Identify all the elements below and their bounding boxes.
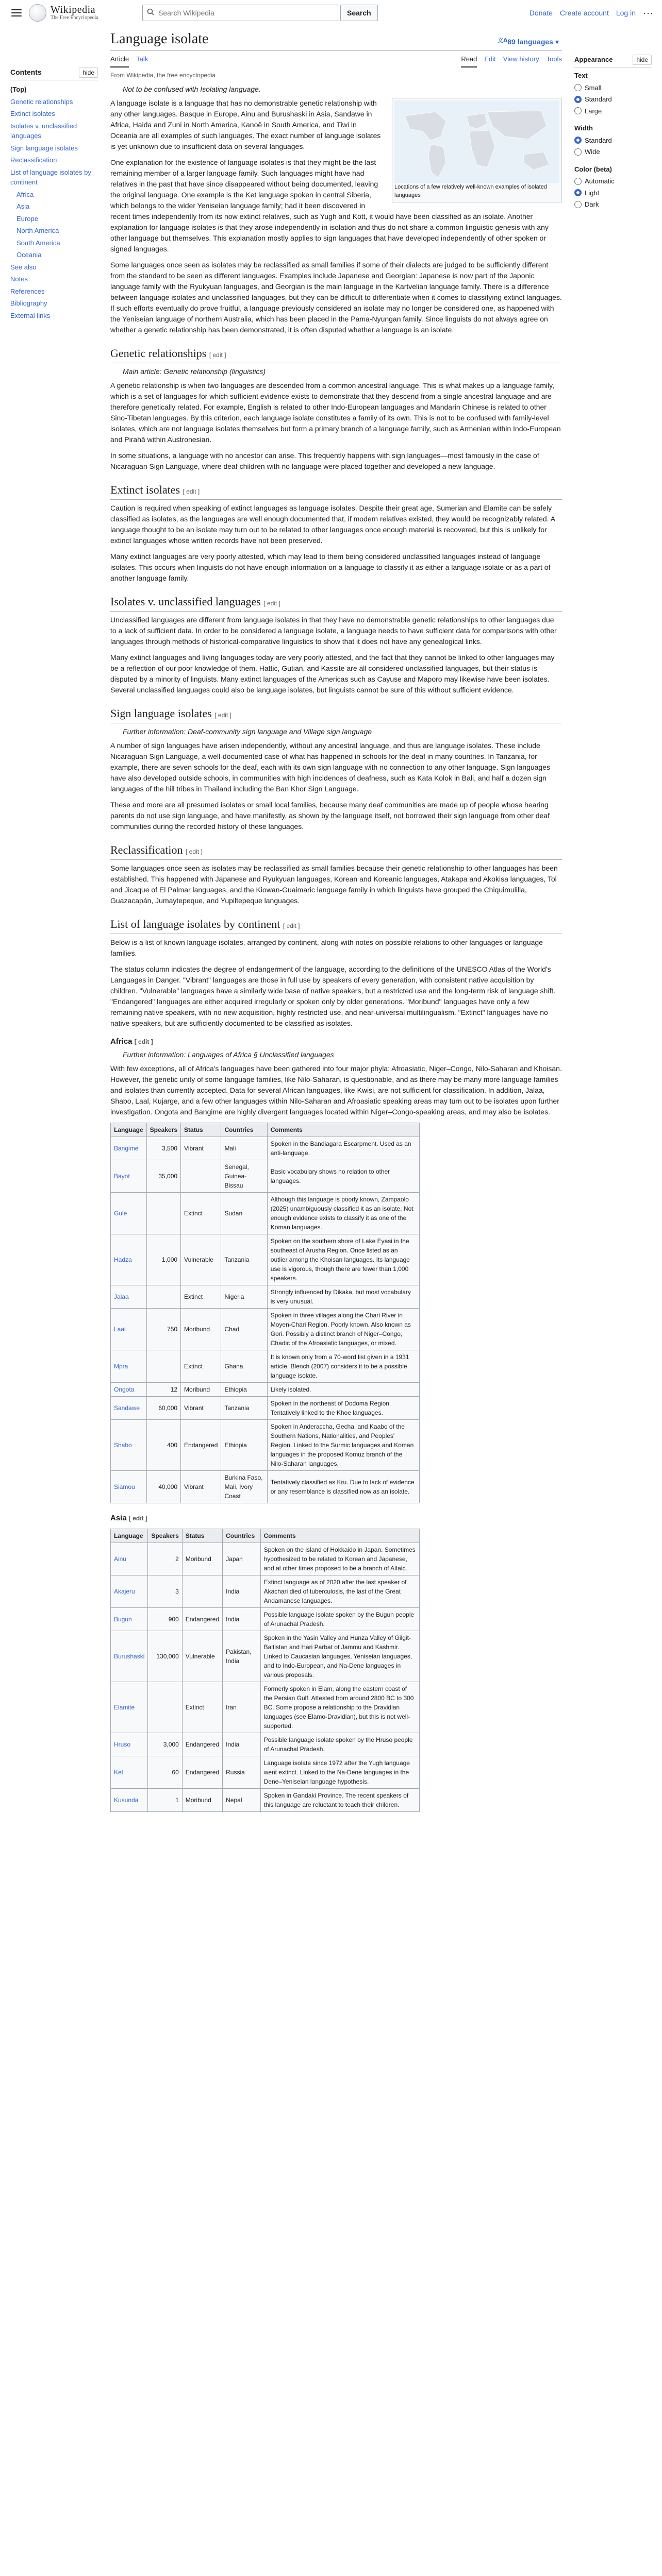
table-cell: Although this language is poorly known, Zampaolo (2025) unambiguously classified it as an isolate. Not enough evidence exists to classify it as one of the Koman languages. <box>267 1193 419 1234</box>
edit-section-link[interactable]: [ edit ] <box>134 1038 153 1045</box>
edit-section-link[interactable]: [ edit ] <box>263 599 281 607</box>
table-cell: Endangered <box>182 1733 222 1756</box>
table-row <box>111 1682 420 1733</box>
table-cell[interactable]: Sandawe <box>111 1397 147 1420</box>
toc-link[interactable]: Isolates v. unclassified languages <box>10 122 77 140</box>
create-account-link[interactable]: Create account <box>559 8 609 17</box>
table-cell: Tanzania <box>221 1397 267 1420</box>
radio-option[interactable] <box>574 199 652 210</box>
toc-link[interactable]: (Top) <box>10 86 27 93</box>
table-cell: 40,000 <box>146 1471 180 1503</box>
column-header[interactable]: Speakers <box>148 1529 182 1543</box>
toc-title: Contents <box>10 68 42 76</box>
toc-item[interactable] <box>10 249 98 261</box>
radio-option[interactable] <box>574 106 652 116</box>
radio-option[interactable] <box>574 147 652 157</box>
map-caption: Locations of a few relatively well-known examples of isolated languages <box>394 183 547 199</box>
radio-button[interactable] <box>574 137 582 144</box>
table-row <box>111 1397 420 1420</box>
search-bar <box>142 5 378 21</box>
table-row <box>111 1285 420 1309</box>
tab-talk[interactable]: Talk <box>136 55 148 63</box>
column-header[interactable]: Status <box>181 1123 221 1137</box>
table-cell: Senegal, Guinea-Bissau <box>221 1160 267 1193</box>
table-cell: Chad <box>221 1309 267 1350</box>
table-cell[interactable]: Laal <box>111 1309 147 1350</box>
table-cell: Strongly influenced by Dikaka, but most vocabulary is very unusual. <box>267 1285 419 1309</box>
toc-list <box>10 83 98 321</box>
table-cell: Ghana <box>221 1350 267 1383</box>
toc-link[interactable]: Africa <box>16 190 34 198</box>
table-cell[interactable]: Mpra <box>111 1350 147 1383</box>
body-paragraph: Unclassified languages are different from language isolates in that they have no demonstrable genetic relationships to other languages due to a lack of sufficient data. In order to be considered a language isolate, a language needs to have sufficient data for comparisons with other languages through methods of historical-comparative linguistics to show that it does not have any genealogical links. <box>110 615 557 646</box>
user-menu-icon[interactable]: ··· <box>643 7 654 18</box>
radio-button[interactable] <box>574 178 582 185</box>
radio-label: Wide <box>585 148 600 156</box>
edit-section-link[interactable]: [ edit ] <box>183 487 200 495</box>
table-cell: Possible language isolate spoken by the Hruso people of Arunachal Pradesh. <box>260 1733 419 1756</box>
table-row <box>111 1160 420 1193</box>
edit-section-link[interactable]: [ edit ] <box>128 1515 147 1522</box>
radio-label: Dark <box>585 200 599 208</box>
table-cell: India <box>223 1607 260 1631</box>
table-cell: Pakistan, India <box>223 1631 260 1682</box>
table-row <box>111 1733 420 1756</box>
table-cell: 3,000 <box>148 1733 182 1756</box>
table-cell[interactable]: Kusunda <box>111 1788 148 1811</box>
article-source-note: From Wikipedia, the free encyclopedia <box>110 71 216 79</box>
table-row <box>111 1543 420 1575</box>
table-cell[interactable]: Burushaski <box>111 1631 148 1682</box>
toc-item[interactable] <box>10 297 98 310</box>
table-row <box>111 1350 420 1383</box>
table-row <box>111 1234 420 1285</box>
table-cell: 2 <box>148 1543 182 1575</box>
body-paragraph: A number of sign languages have arisen independently, without any ancestral language, and thus are language isolates. These include Nicaraguan Sign Language, a well-documented case of what has happened in schools for the deaf in many countries. In Tanzania, for example, there are seven schools for the deaf, each with its own sign language with no connection to any other language. Sign languages have also developed outside schools, in communities with high incidences of deafness, such as Kata Kolok in Bali, and half a dozen sign languages of the hill tribes in Thailand including the Ban Khor Sign Language. <box>110 741 551 793</box>
table-cell: 1,000 <box>146 1234 180 1285</box>
table-cell <box>146 1193 180 1234</box>
table-cell: Endangered <box>181 1420 221 1471</box>
tab-edit[interactable]: Edit <box>484 55 496 63</box>
radio-button[interactable] <box>574 96 582 103</box>
table-cell: 12 <box>146 1383 180 1397</box>
table-cell[interactable]: Bugun <box>111 1607 148 1631</box>
table-cell <box>146 1350 180 1383</box>
width-options <box>574 123 652 157</box>
table-cell: Extinct <box>181 1350 221 1383</box>
table-cell: 60 <box>148 1756 182 1788</box>
table-cell: Nigeria <box>221 1285 267 1309</box>
asia-isolates-table <box>110 1529 420 1812</box>
donate-link[interactable]: Donate <box>529 8 553 17</box>
toc-link[interactable]: External links <box>10 311 51 319</box>
edit-section-link[interactable]: [ edit ] <box>214 711 231 719</box>
toc-link[interactable]: Europe <box>16 214 38 223</box>
table-cell: Extinct language as of 2020 after the last speaker of Akachari died of tuberculosis, the last of the Great Andamanese languages. <box>260 1575 419 1607</box>
column-header[interactable]: Speakers <box>146 1123 180 1137</box>
table-cell: India <box>223 1733 260 1756</box>
table-cell[interactable]: Gule <box>111 1193 147 1234</box>
tab-article[interactable]: Article <box>110 52 129 67</box>
site-wordmark: Wikipedia <box>51 4 95 16</box>
column-header[interactable]: Language <box>111 1529 148 1543</box>
toc-item[interactable] <box>10 310 98 322</box>
text-size-options <box>574 71 652 116</box>
table-cell[interactable]: Ket <box>111 1756 148 1788</box>
intro-paragraph: A language isolate is a language that has no demonstrable genetic relationship with any other languages. Basque in Europe, Ainu and Burushaski in Asia, Sandawe in Africa, Haida and Zuni in North America, Kanoê in South America, and Tiwi in Oceania are all examples of such languages. The exact number of language isolates is yet unknown due to insufficient data on several languages. <box>110 98 381 150</box>
wikipedia-globe-icon <box>29 4 46 22</box>
table-cell: Japan <box>223 1543 260 1575</box>
table-cell: 3 <box>148 1575 182 1607</box>
tab-view-history[interactable]: View history <box>503 55 539 63</box>
toc-link[interactable]: Notes <box>10 275 28 283</box>
toc-link[interactable]: Bibliography <box>10 299 47 307</box>
table-cell: Formerly spoken in Elam, along the eastern coast of the Persian Gulf. Attested from around 2800 BC to 300 BC. Some propose a relationship to the Dravidian languages (see Elamo-Dravidian), but this is not well-supported. <box>260 1682 419 1733</box>
column-header[interactable]: Status <box>182 1529 222 1543</box>
table-cell: Extinct <box>182 1682 222 1733</box>
radio-button[interactable] <box>574 148 582 156</box>
table-cell[interactable]: Siamou <box>111 1471 147 1503</box>
table-cell[interactable]: Bangime <box>111 1137 147 1160</box>
table-cell[interactable]: Ainu <box>111 1543 148 1575</box>
table-cell: Moribund <box>182 1543 222 1575</box>
radio-label: Standard <box>585 95 612 103</box>
further-info-note: Further information: Deaf-community sign language and Village sign language <box>123 727 372 736</box>
body-paragraph: A genetic relationship is when two languages are descended from a common ancestral language. This is what makes up a language family, which is a set of languages for which sufficient evidence exists to demonstrate that they descend from a single ancestral language and are therefore genetically related. For example, English is related to other Indo-European languages and Mandarin Chinese is related to other Sino-Tibetan languages. By this criterion, each language isolate constitutes a family of its own. This is not to be confused with family-level isolates, which are not language isolates themselves but form a primary branch of a language family, such as Armenian within Indo-European and Pirahã within Austronesian. <box>110 381 561 444</box>
table-cell: Vibrant <box>181 1397 221 1420</box>
radio-label: Large <box>585 107 602 115</box>
table-cell: Nepal <box>223 1788 260 1811</box>
table-cell: India <box>223 1575 260 1607</box>
site-tagline: The Free Encyclopedia <box>51 15 98 21</box>
table-cell[interactable]: Hadza <box>111 1234 147 1285</box>
hatnote: Not to be confused with Isolating language. <box>123 84 261 93</box>
table-row <box>111 1383 420 1397</box>
table-cell: Vulnerable <box>182 1631 222 1682</box>
body-paragraph: These and more are all presumed isolates or small local families, because many deaf communities are made up of people whose hearing parents do not use sign language, and have manifestly, as shown by the language itself, not borrowed their sign language from other deaf communities during the recorded history of these languages. <box>110 800 550 831</box>
body-paragraph: Many extinct languages are very poorly attested, which may lead to them being considered unclassified languages instead of language isolates. This occurs when linguists do not have enough information on a language to classify it as either a language isolate or as a part of another language family. <box>110 552 551 582</box>
table-row <box>111 1575 420 1607</box>
toc-item[interactable] <box>10 237 98 249</box>
table-cell: Spoken in the Bandiagara Escarpment. Used as an anti-language. <box>267 1137 419 1160</box>
toc-link[interactable]: List of language isolates by continent <box>10 168 91 186</box>
further-info-note: Further information: Languages of Africa § Unclassified languages <box>123 1050 334 1059</box>
radio-option[interactable] <box>574 176 652 187</box>
table-row <box>111 1756 420 1788</box>
section-heading-unclassified: Isolates v. unclassified languages [ edit ] <box>110 593 562 612</box>
table-cell: It is known only from a 70-word list given in a 1931 article. Blench (2007) considers it to be a possible language isolate. <box>267 1350 419 1383</box>
table-cell: 400 <box>146 1420 180 1471</box>
body-paragraph: Below is a list of known language isolates, arranged by continent, along with notes on possible relations to other languages or language families. <box>110 938 543 957</box>
tab-read[interactable]: Read <box>461 52 477 67</box>
radio-label: Small <box>585 83 602 92</box>
table-cell: Mali <box>221 1137 267 1160</box>
table-cell[interactable]: Jalaa <box>111 1285 147 1309</box>
table-cell: Tanzania <box>221 1234 267 1285</box>
table-cell: Spoken in the northeast of Dodoma Region. Tentatively linked to the Khoe languages. <box>267 1397 419 1420</box>
table-cell: 35,000 <box>146 1160 180 1193</box>
section-heading-reclassification: Reclassification [ edit ] <box>110 841 562 860</box>
column-header[interactable]: Comments <box>260 1529 419 1543</box>
article-content <box>98 26 574 1821</box>
toc-link[interactable]: Oceania <box>16 251 42 259</box>
toc-link[interactable]: Asia <box>16 202 30 210</box>
body-paragraph: Some languages once seen as isolates may be reclassified as small families because their genetic relationship to other languages has been established. This happened with Japanese and Ryukyuan languages, Korean and Koreanic languages, Atakapa and Akokisa languages, Tol and Jicaque of El Palmar languages, and the Kiowan-Guaimaric language family in which linguists have grouped the Chiquimulilla, Guazacapán, Jumaytepeque, and Yupiltepeque languages. <box>110 863 558 905</box>
language-selector[interactable] <box>494 35 562 48</box>
tab-tools[interactable]: Tools <box>546 55 562 63</box>
toc-item[interactable] <box>10 120 98 142</box>
table-cell: Sudan <box>221 1193 267 1234</box>
table-row <box>111 1137 420 1160</box>
world-map[interactable] <box>394 100 559 183</box>
column-header[interactable]: Comments <box>267 1123 419 1137</box>
radio-label: Standard <box>585 136 612 144</box>
toc-link[interactable]: North America <box>16 227 59 234</box>
table-cell: Spoken in the Yasin Valley and Hunza Valley of Gilgit-Baltistan and Hari Parbat of Jammu and Kashmir. Linked to Caucasian languages, Yeniseian languages, and to Indo-European, and Na-Dene languages in various proposals. <box>260 1631 419 1682</box>
toc-item[interactable] <box>10 83 98 96</box>
search-box <box>142 5 338 21</box>
radio-label: Automatic <box>585 177 615 185</box>
table-cell: Spoken in Gandaki Province. The recent speakers of this language are reluctant to teach their children. <box>260 1788 419 1811</box>
table-cell: Likely isolated. <box>267 1383 419 1397</box>
radio-button[interactable] <box>574 107 582 114</box>
table-cell: 750 <box>146 1309 180 1350</box>
table-cell[interactable]: Ongota <box>111 1383 147 1397</box>
toc-link[interactable]: Reclassification <box>10 156 57 164</box>
radio-label: Light <box>585 189 600 197</box>
table-cell: Russia <box>223 1756 260 1788</box>
intro-paragraph: One explanation for the existence of language isolates is that they might be the last remaining member of a larger language family. Such languages might have had relatives in the past that have since disappeared without being documented, leaving the original language. One example is the Ket language spoken in central Siberia, which belongs to the wider Yeniseian language family; had it been discovered in recent times independently from its now extinct relatives, such as Yugh and Kott, it would have been classified as an isolate. Another explanation for language isolates is that they arose independently in isolation and thus do not share a common linguistic genesis with any other language but themselves. This explanation mostly applies to sign languages that have developed independently of other spoken or signed languages. <box>110 158 549 253</box>
body-paragraph: In some situations, a language with no ancestor can arise. This frequently happens with sign languages—most famously in the case of Nicaraguan Sign Language, where deaf children with no language were placed together and developed a new language. <box>110 451 539 470</box>
edit-section-link[interactable]: [ edit ] <box>283 922 300 929</box>
edit-section-link[interactable]: [ edit ] <box>209 351 226 359</box>
radio-option[interactable] <box>574 83 652 93</box>
table-cell: 3,500 <box>146 1137 180 1160</box>
table-cell: Endangered <box>182 1607 222 1631</box>
color-options <box>574 164 652 210</box>
section-heading-extinct: Extinct isolates [ edit ] <box>110 481 562 500</box>
page-title: Language isolate <box>110 31 209 47</box>
edit-section-link[interactable]: [ edit ] <box>186 848 203 855</box>
appearance-panel <box>574 26 652 1821</box>
text-size-label: Text <box>574 72 588 79</box>
site-header <box>0 0 662 26</box>
language-count: 89 languages <box>507 37 553 46</box>
table-cell[interactable]: Hruso <box>111 1733 148 1756</box>
table-cell: Extinct <box>181 1193 221 1234</box>
body-paragraph: The status column indicates the degree of endangerment of the language, according to the definitions of the UNESCO Atlas of the World's Languages in Danger. "Vibrant" languages are those in full use by speakers of every generation, with consistent native acquisition by children. "Vulnerable" languages have a similarly wide base of native speakers, but a restricted use and the long-term risk of language shift. "Endangered" languages are either acquired irregularly or spoken only by older generations. "Moribund" languages have only a few remaining native speakers, with no new acquisition, highly restricted use, and near-universal multilingualism. "Extinct" languages have no native speakers, but are sufficiently documented to be classified as isolates. <box>110 964 556 1027</box>
body-paragraph: Caution is required when speaking of extinct languages as language isolates. Despite their great age, Sumerian and Elamite can be safely classified as isolates, as the languages are well enough documented that, if modern relatives existed, they would be recognizably related. A language thought to be an isolate may turn out to be related to other languages once enough material is recovered, but this is unlikely for extinct languages whose written records have not been preserved. <box>110 503 555 545</box>
section-heading-sign: Sign language isolates [ edit ] <box>110 705 562 723</box>
toc-link[interactable]: South America <box>16 239 60 247</box>
table-cell: Language isolate since 1972 after the Yugh language went extinct. Linked to the Na-Dene languages in the Dene–Yeniseian language hypothesis. <box>260 1756 419 1788</box>
table-row <box>111 1309 420 1350</box>
login-link[interactable]: Log in <box>616 8 636 17</box>
table-row <box>111 1193 420 1234</box>
table-cell: Endangered <box>182 1756 222 1788</box>
table-cell: 900 <box>148 1607 182 1631</box>
table-cell: Vibrant <box>181 1471 221 1503</box>
table-row <box>111 1788 420 1811</box>
table-cell: Possible language isolate spoken by the Bugun people of Arunachal Pradesh. <box>260 1607 419 1631</box>
table-cell: Spoken in Anderaccha, Gecha, and Kaabo of the Southern Nations, Nationalities, and Peoples' Region. Linked to the Surmic languages and Koman languages in the proposed Komuz branch of the Nilo-Saharan languages. <box>267 1420 419 1471</box>
appearance-hide-button[interactable]: hide <box>633 55 652 65</box>
column-header[interactable]: Countries <box>221 1123 267 1137</box>
body-paragraph: With few exceptions, all of Africa's languages have been gathered into four major phyla: Afroasiatic, Niger–Congo, Nilo-Saharan and Khoisan. However, the genetic unity of some language families, like Nilo-Saharan, is questionable, and as there may be many more language families and isolates than currently accepted. Data for several African languages, like Kwisi, are not sufficient for classification. In addition, Jalaa, Shabo, Laal, Kujarge, and a few other languages within Nilo-Saharan and Afroasiatic speaking areas may turn out to be isolates upon further investigation. Ongota and Bangime are highly divergent languages located within Niger–Congo-speaking areas, and may also be isolates. <box>110 1064 562 1116</box>
table-row <box>111 1631 420 1682</box>
table-cell: Vulnerable <box>181 1234 221 1285</box>
table-cell <box>146 1285 180 1309</box>
section-heading-genetic: Genetic relationships [ edit ] <box>110 345 562 363</box>
body-paragraph: Many extinct languages and living languages today are very poorly attested, and the fact that they cannot be linked to other languages may be a reflection of our poor knowledge of them. Hattic, Gutian, and Kassite are all considered unclassified languages, but their status is disputed by a minority of linguists. Many extinct languages of the Americas such as Cayuse and Maporo may likewise have been isolates. Several unclassified languages could also be language isolates, but linguists cannot be sure of this without sufficient evidence. <box>110 653 555 694</box>
table-cell: Moribund <box>181 1383 221 1397</box>
column-header[interactable]: Countries <box>223 1529 260 1543</box>
table-cell: Spoken on the island of Hokkaido in Japan. Sometimes hypothesized to be related to Korean and Japanese, and at other times proposed to be a branch of Altaic. <box>260 1543 419 1575</box>
table-cell[interactable]: Akajeru <box>111 1575 148 1607</box>
color-label: Color (beta) <box>574 165 612 173</box>
toc-item[interactable] <box>10 225 98 237</box>
toc-item[interactable] <box>10 154 98 166</box>
toc-link[interactable]: References <box>10 287 45 295</box>
appearance-title: Appearance <box>574 56 613 63</box>
table-of-contents <box>10 26 98 1821</box>
svg-text:文A: 文A <box>498 37 508 44</box>
radio-option[interactable] <box>574 94 652 105</box>
toc-item[interactable] <box>10 261 98 274</box>
column-header[interactable]: Language <box>111 1123 147 1137</box>
radio-button[interactable] <box>574 201 582 208</box>
section-heading-list: List of language isolates by continent [ edit ] <box>110 916 562 934</box>
width-label: Width <box>574 124 593 132</box>
toc-item[interactable] <box>10 142 98 155</box>
translate-icon <box>497 36 508 47</box>
chevron-down-icon: ▾ <box>555 37 559 46</box>
table-cell[interactable]: Elamite <box>111 1682 148 1733</box>
toc-link[interactable]: Genetic relationships <box>10 97 73 106</box>
table-cell: Spoken in three villages along the Chari River in Moyen-Chari Region. Poorly known. Also known as Gori. Possibly a distinct branch of Niger–Congo, Chadic of the Afroasiatic languages, or mixed. <box>267 1309 419 1350</box>
table-cell: Extinct <box>181 1285 221 1309</box>
table-cell: Ethiopia <box>221 1420 267 1471</box>
main-article-note: Main article: Genetic relationship (linguistics) <box>123 367 266 376</box>
toc-hide-button[interactable]: hide <box>79 67 98 78</box>
table-cell[interactable]: Bayot <box>111 1160 147 1193</box>
table-cell <box>148 1682 182 1733</box>
table-cell: Moribund <box>181 1309 221 1350</box>
search-button[interactable]: Search <box>340 5 378 21</box>
toc-item[interactable] <box>10 96 98 108</box>
wikipedia-logo[interactable] <box>29 4 122 22</box>
table-cell: Iran <box>223 1682 260 1733</box>
radio-option[interactable] <box>574 188 652 198</box>
table-cell: Vibrant <box>181 1137 221 1160</box>
table-row <box>111 1607 420 1631</box>
table-cell: Ethiopia <box>221 1383 267 1397</box>
africa-isolates-table <box>110 1123 420 1503</box>
table-row <box>111 1471 420 1503</box>
table-cell <box>181 1160 221 1193</box>
intro-paragraph: Some languages once seen as isolates may be reclassified as small families if some of their dialects are judged to be sufficiently different from the standard to be seen as different languages. Examples include Japanese and Georgian: Japanese is now part of the Japonic language family with the Ryukyuan languages, and Georgian is the main language in the Kartvelian language family. There is a difference between language isolates and unclassified languages, but they can be difficult to differentiate when it comes to classifying extinct languages. If such efforts eventually do prove fruitful, a language previously considered an isolate may no longer be considered one, as happened with the Yeniseian language of northern Australia, which has been placed in the Pama-Nyungan family. Since linguists do not always agree on whether a genetic relationship has been demonstrated, it is often disputed whether a language is an isolate. <box>110 260 562 334</box>
table-cell[interactable]: Shabo <box>111 1420 147 1471</box>
radio-button[interactable] <box>574 189 582 196</box>
radio-button[interactable] <box>574 84 582 91</box>
table-cell <box>182 1575 222 1607</box>
toc-item[interactable] <box>10 213 98 225</box>
subsection-heading-asia: Asia [ edit ] <box>110 1514 147 1523</box>
table-cell: Tentatively classified as Kru. Due to lack of evidence or any resemblance is classified now as an isolate. <box>267 1471 419 1503</box>
main-menu-icon[interactable] <box>8 5 25 21</box>
toc-item[interactable] <box>10 285 98 298</box>
table-cell: Basic vocabulary shows no relation to other languages. <box>267 1160 419 1193</box>
table-row <box>111 1420 420 1471</box>
toc-item[interactable] <box>10 200 98 213</box>
toc-item[interactable] <box>10 189 98 201</box>
search-input[interactable] <box>157 8 334 18</box>
subsection-heading-africa: Africa [ edit ] <box>110 1037 153 1046</box>
isolates-map-figure <box>392 98 562 202</box>
table-cell: 60,000 <box>146 1397 180 1420</box>
toc-link[interactable]: Extinct isolates <box>10 110 55 117</box>
table-cell: 130,000 <box>148 1631 182 1682</box>
search-icon <box>147 8 154 19</box>
radio-option[interactable] <box>574 135 652 146</box>
toc-item[interactable] <box>10 273 98 285</box>
toc-item[interactable] <box>10 108 98 120</box>
table-cell: Burkina Faso, Mali, Ivory Coast <box>221 1471 267 1503</box>
table-cell: Spoken on the southern shore of Lake Eyasi in the southeast of Arusha Region. Once listed as an outlier among the Khoisan languages. Its language use is vigorous, though there are fewer than 1,000 speakers. <box>267 1234 419 1285</box>
toc-item[interactable] <box>10 166 98 189</box>
toc-link[interactable]: Sign language isolates <box>10 144 78 152</box>
toc-link[interactable]: See also <box>10 263 37 271</box>
table-cell: 1 <box>148 1788 182 1811</box>
table-cell: Moribund <box>182 1788 222 1811</box>
